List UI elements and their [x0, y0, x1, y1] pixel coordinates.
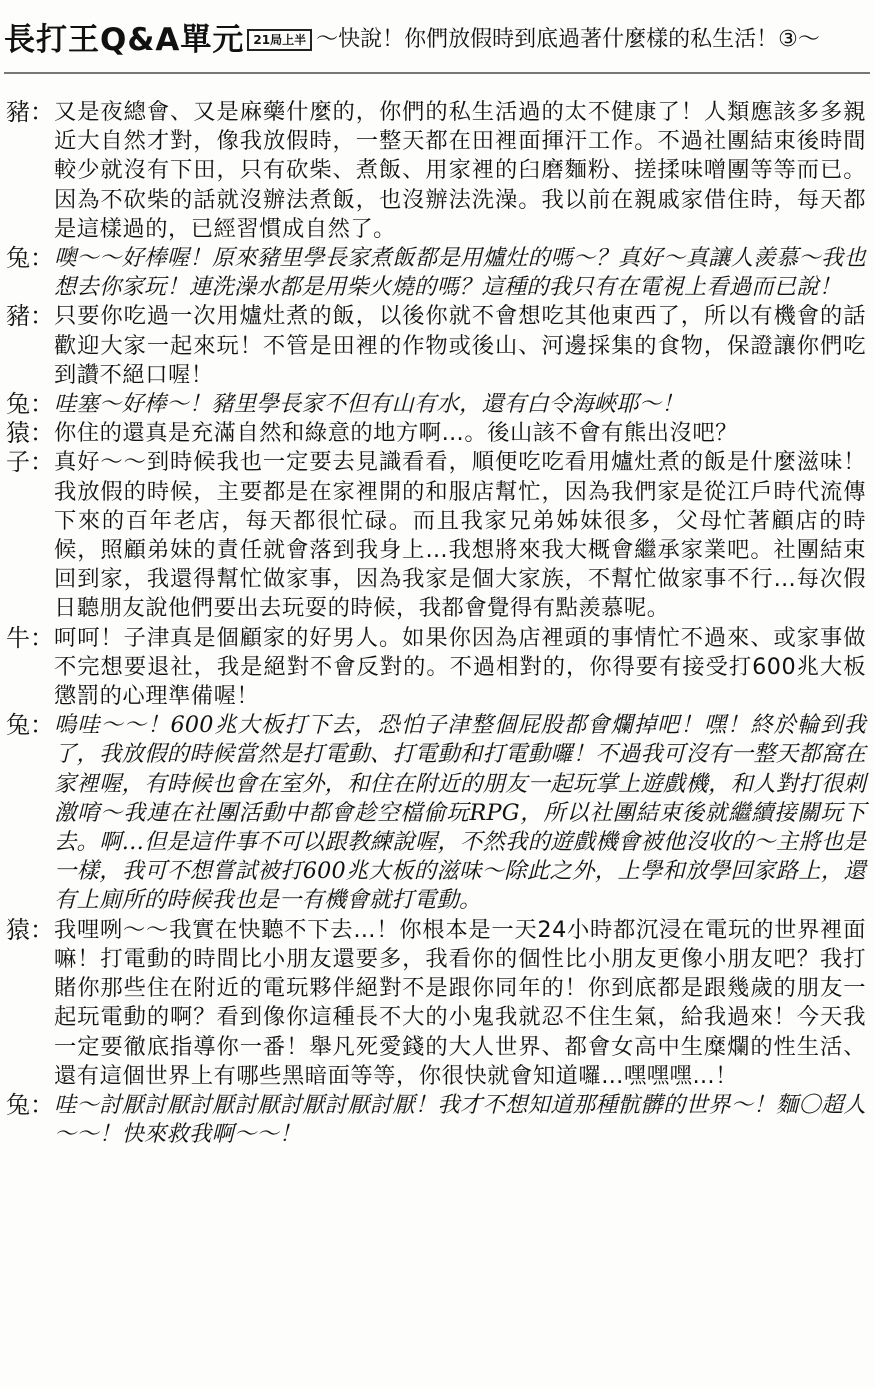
speaker-label: 兔：: [6, 711, 54, 740]
speech-text: 真好～～到時候我也一定要去見識看看，順便吃吃看用爐灶煮的飯是什麼滋味！我放假的時候，主要都是在家裡開的和服店幫忙，因為我們家是從江戶時代流傳下來的百年老店，每天都很忙碌。而且我家兄弟姊妹很多，父母忙著顧店的時候，照顧弟妹的責任就會落到我身上…我想將來我大概會繼承家業吧。社團結束回到家，我還得幫忙做家事，因為我家是個大家族，不幫忙做家事不行…每次假日聽朋友說他們要出去玩耍的時候，我都會覺得有點羨慕呢。: [54, 449, 866, 622]
dialogue-entry: [6, 916, 866, 1091]
speaker-label: 子：: [6, 448, 54, 477]
speech-text: 嗚哇～～！600兆大板打下去，恐怕子津整個屁股都會爛掉吧！嘿！終於輪到我了，我放假的時候當然是打電動、打電動和打電動囉！不過我可沒有一整天都窩在家裡喔，有時候也會在室外，和住在附近的朋友一起玩掌上遊戲機，和人對打很刺激唷～我連在社團活動中都會趁空檔偷玩RPG，所以社團結束後就繼續接關玩下去。啊…但是這件事不可以跟教練說喔，不然我的遊戲機會被他沒收的～主將也是一樣，我可不想嘗試被打600兆大板的滋味～除此之外，上學和放學回家路上，還有上廁所的時候我也是一有機會就打電動。: [54, 712, 866, 914]
speaker-label: 豬：: [6, 302, 54, 331]
speech-text: 你住的還真是充滿自然和綠意的地方啊…。後山該不會有熊出沒吧？: [54, 420, 738, 447]
speech-text: 哇～討厭討厭討厭討厭討厭討厭討厭！我才不想知道那種骯髒的世界～！麵〇超人～～！快來救我啊～～！: [54, 1091, 866, 1148]
speaker-label: 兔：: [6, 390, 54, 419]
speech-text: 哇塞～好棒～！豬里學長家不但有山有水，還有白令海峽耶～！: [54, 391, 684, 418]
dialogue-entry: [6, 1091, 866, 1149]
speaker-label: 牛：: [6, 623, 54, 652]
speech-text: 呵呵！子津真是個顧家的好男人。如果你因為店裡頭的事情忙不過來、或家事做不完想要退社，我是絕對不會反對的。不過相對的，你得要有接受打600兆大板懲罰的心理準備喔！: [54, 624, 866, 710]
speech-text: 又是夜總會、又是麻藥什麼的，你們的私生活過的太不健康了！人類應該多多親近大自然才對，像我放假時，一整天都在田裡面揮汗工作。不過社團結束後時間較少就沒有下田，只有砍柴、煮飯、用家裡的臼磨麵粉、搓揉味噌團等等而已。因為不砍柴的話就沒辦法煮飯，也沒辦法洗澡。我以前在親戚家借住時，每天都是這樣過的，已經習慣成自然了。: [54, 99, 866, 242]
inning-badge: 21局上半: [247, 29, 312, 51]
dialogue-list: [6, 98, 866, 1149]
speech-text: 我哩咧～～我實在快聽不下去…！你根本是一天24小時都沉浸在電玩的世界裡面嘛！打電動的時間比小朋友還要多，我看你的個性比小朋友更像小朋友吧？我打賭你那些住在附近的電玩夥伴絕對不是跟你同年的！你到底都是跟幾歲的朋友一起玩電動的啊？看到像你這種長不大的小鬼我就忍不住生氣，給我過來！今天我一定要徹底指導你一番！舉凡死愛錢的大人世界、都會女高中生糜爛的性生活、還有這個世界上有哪些黑暗面等等，你很快就會知道囉…嘿嘿嘿…！: [54, 916, 866, 1089]
speech-text: 只要你吃過一次用爐灶煮的飯，以後你就不會想吃其他東西了，所以有機會的話歡迎大家一起來玩！不管是田裡的作物或後山、河邊採集的食物，保證讓你們吃到讚不絕口喔！: [54, 303, 866, 388]
page-title: 長打王Q&A單元: [4, 21, 245, 58]
page-subtitle: ～快說！你們放假時到底過著什麼樣的私生活！③～: [316, 27, 820, 52]
speech-text: 噢～～好棒喔！原來豬里學長家煮飯都是用爐灶的嗎～？真好～真讓人羨慕～我也想去你家玩！連洗澡水都是用柴火燒的嗎？這種的我只有在電視上看過而已說！: [54, 245, 866, 301]
dialogue-entry: [6, 98, 866, 244]
dialogue-entry: [6, 302, 866, 390]
speaker-label: 兔：: [6, 244, 54, 273]
speaker-label: 豬：: [6, 98, 54, 126]
dialogue-entry: [6, 390, 866, 419]
dialogue-entry: [6, 448, 866, 623]
speaker-label: 兔：: [6, 1090, 54, 1119]
dialogue-entry: [6, 244, 866, 302]
dialogue-entry: [6, 419, 866, 448]
speaker-label: 猿：: [6, 419, 54, 448]
page-header: [4, 14, 872, 66]
dialogue-entry: [6, 711, 866, 915]
speaker-label: 猿：: [6, 915, 54, 944]
header-divider: [4, 72, 870, 74]
dialogue-entry: [6, 624, 866, 712]
